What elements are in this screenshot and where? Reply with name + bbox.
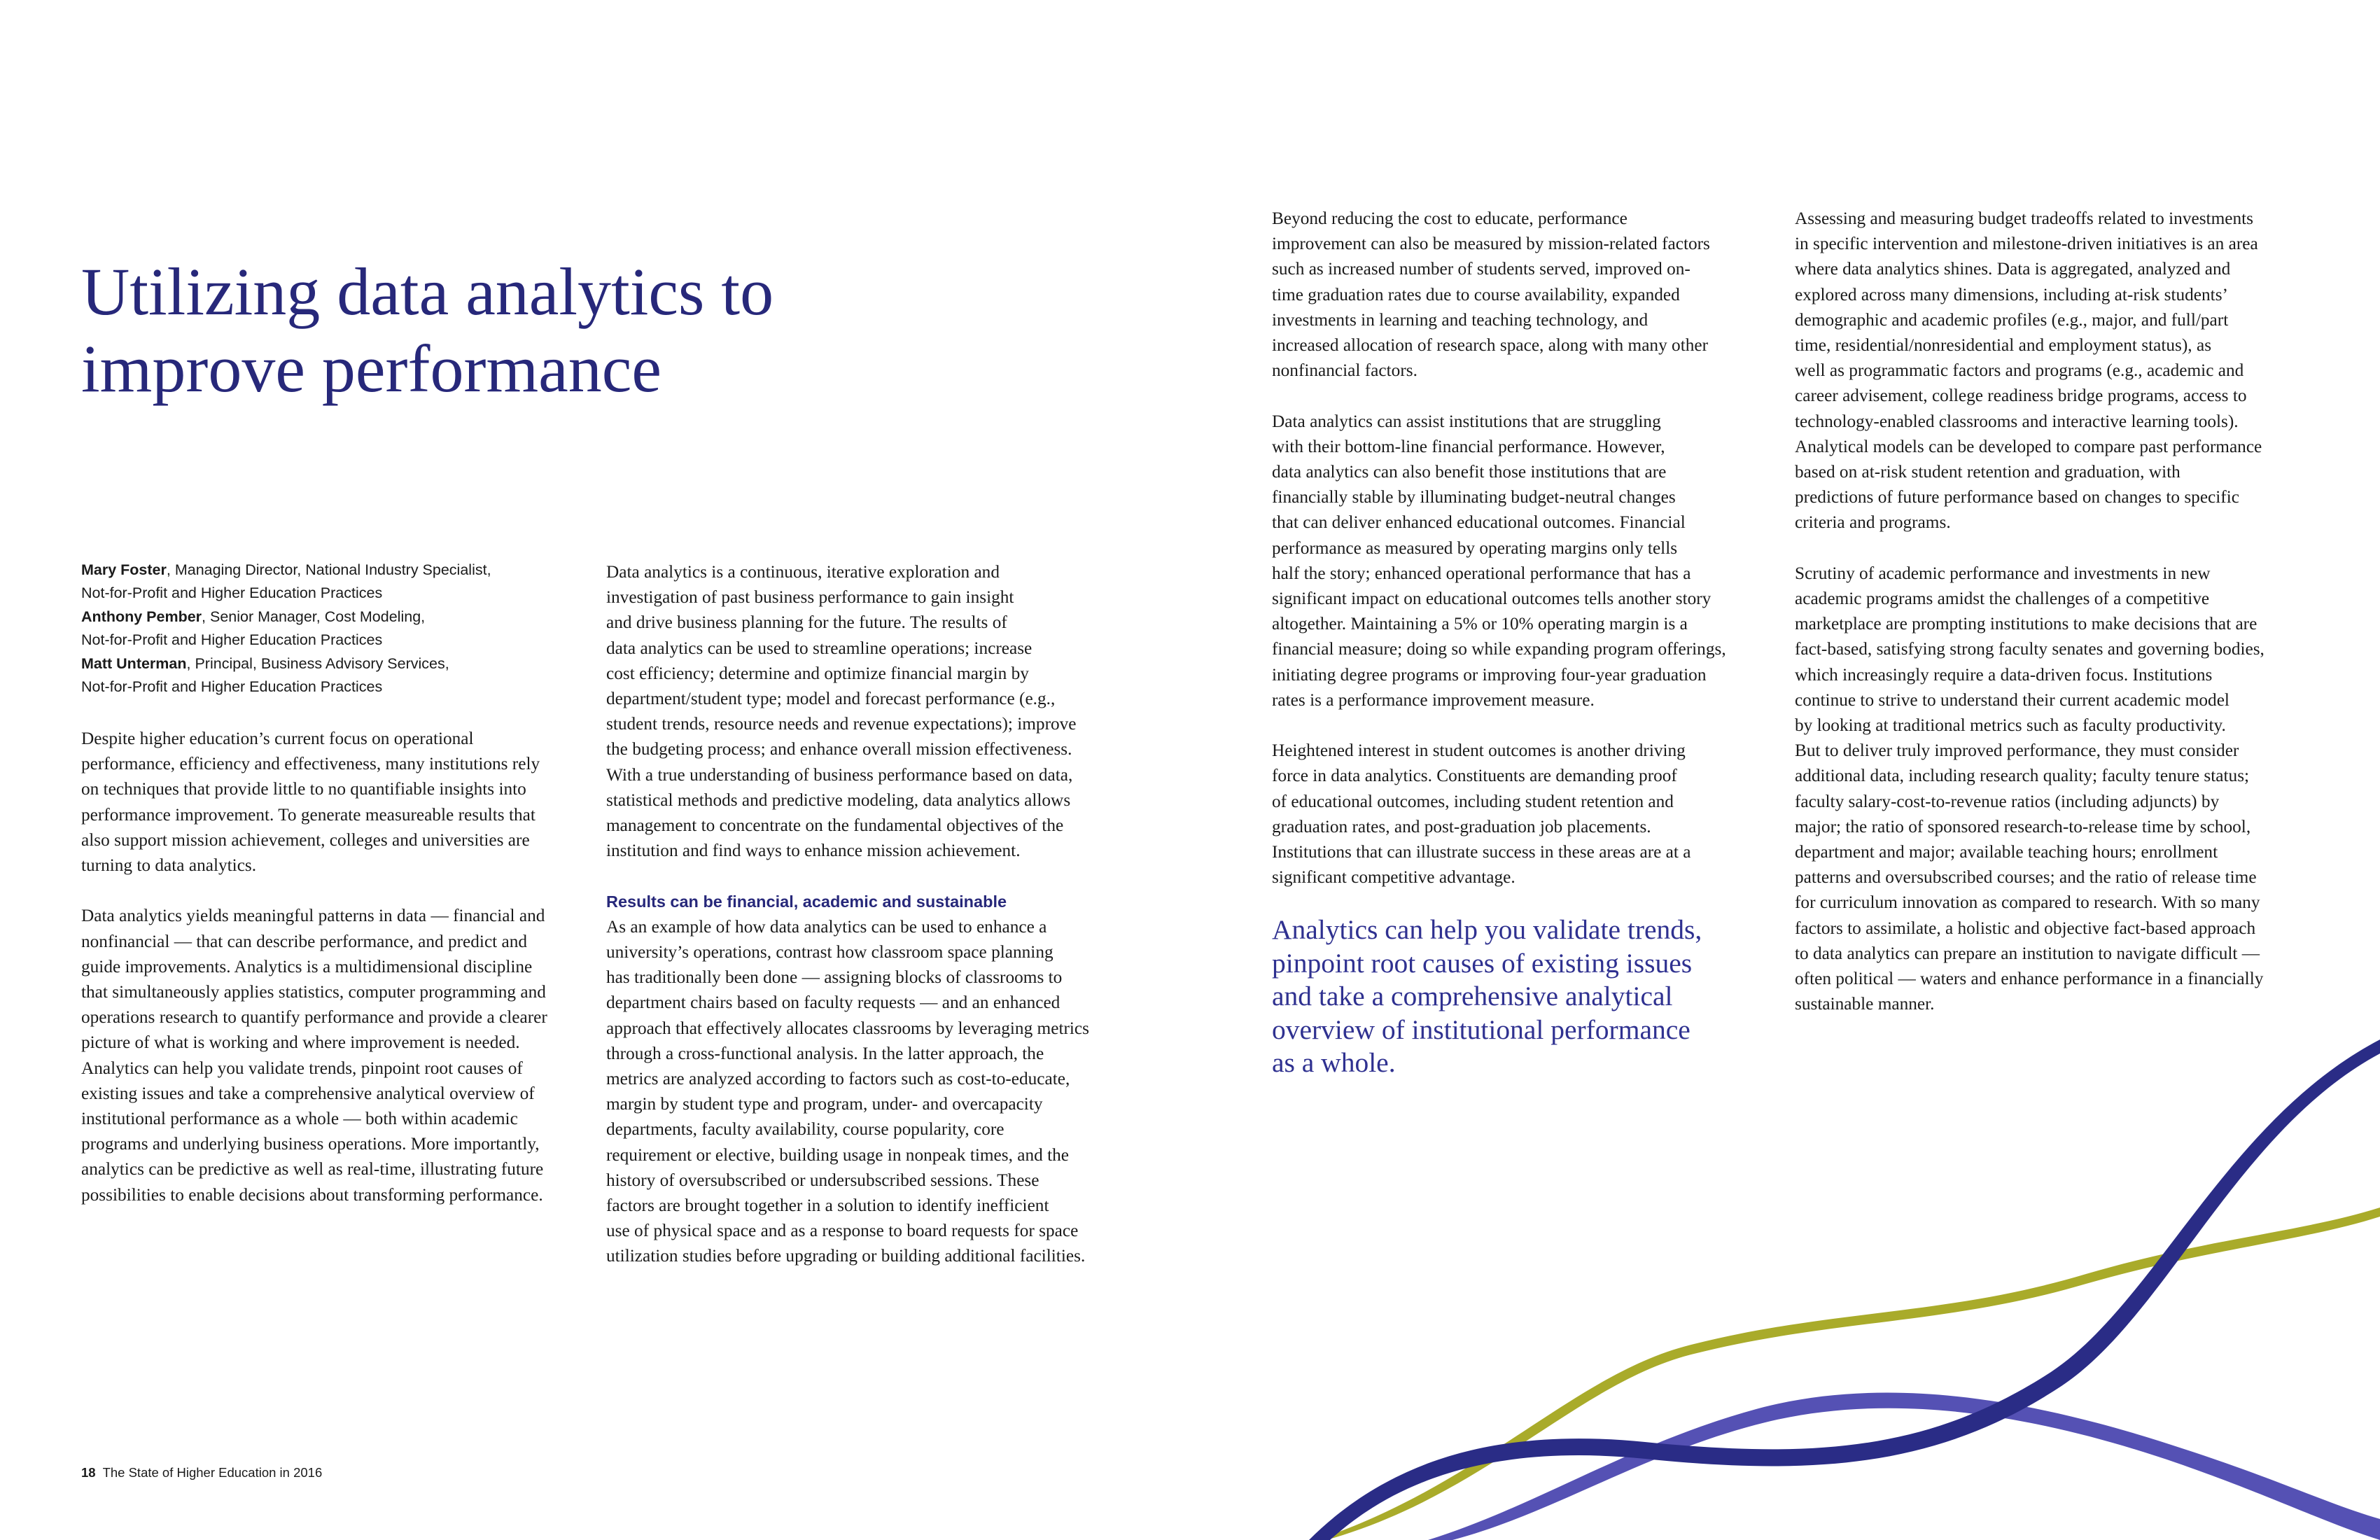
- author-name: Mary Foster: [81, 561, 167, 578]
- text-line: factors to assimilate, a holistic and objective fact-based approach: [1795, 918, 2256, 938]
- text-line: Scrutiny of academic performance and investments in new: [1795, 563, 2211, 583]
- text-line: for curriculum innovation as compared to research. With so many: [1795, 892, 2260, 913]
- paragraph: [606, 559, 1089, 863]
- section-subheading: Results can be financial, academic and sustainable: [606, 892, 1007, 911]
- text-line: Data analytics can assist institutions that are struggling: [1272, 411, 1661, 431]
- quote-line: and take a comprehensive analytical: [1272, 981, 1673, 1011]
- text-line: criteria and programs.: [1795, 512, 1951, 533]
- column-1: [81, 726, 547, 1208]
- author-role: , Senior Manager, Cost Modeling,: [202, 608, 426, 625]
- paragraph: [1272, 738, 1726, 890]
- text-line: department and major; available teaching hours; enrollment: [1795, 842, 2218, 862]
- text-line: fact-based, satisfying strong faculty senates and governing bodies,: [1795, 639, 2264, 659]
- text-line: department chairs based on faculty requests — and an enhanced: [606, 993, 1060, 1013]
- text-line: faculty salary-cost-to-revenue ratios (including adjuncts) by: [1795, 791, 2220, 811]
- text-line: on techniques that provide little to no quantifiable insights into: [81, 779, 526, 799]
- text-line: approach that effectively allocates classrooms by leveraging metrics: [606, 1018, 1090, 1038]
- text-line: significant impact on educational outcomes tells another story: [1272, 589, 1712, 609]
- text-line: time, residential/nonresidential and employment status), as: [1795, 335, 2212, 356]
- text-line: As an example of how data analytics can be used to enhance a: [606, 916, 1047, 937]
- text-line: programs and underlying business operations. More importantly,: [81, 1134, 540, 1154]
- text-line: performance as measured by operating margins only tells: [1272, 538, 1678, 558]
- text-line: history of oversubscribed or undersubscribed sessions. These: [606, 1170, 1040, 1190]
- text-line: rates is a performance improvement measure.: [1272, 690, 1595, 710]
- author-practice: Not-for-Profit and Higher Education Practices: [81, 678, 383, 696]
- text-line: marketplace are prompting institutions to make decisions that are: [1795, 614, 2258, 634]
- text-line: with their bottom-line financial performance. However,: [1272, 436, 1665, 456]
- quote-line: overview of institutional performance: [1272, 1014, 1690, 1045]
- text-line: With a true understanding of business performance based on data,: [606, 764, 1073, 785]
- text-line: Institutions that can illustrate success in these areas are at a: [1272, 842, 1691, 862]
- text-line: guide improvements. Analytics is a multidimensional discipline: [81, 956, 533, 976]
- text-line: Assessing and measuring budget tradeoffs related to investments: [1795, 209, 2254, 228]
- author-line: [81, 606, 571, 629]
- text-line: Despite higher education’s current focus on operational: [81, 729, 474, 748]
- text-line: possibilities to enable decisions about transforming performance.: [81, 1184, 543, 1205]
- text-line: factors are brought together in a solution to identify inefficient: [606, 1196, 1049, 1216]
- text-line: Beyond reducing the cost to educate, performance: [1272, 209, 1628, 228]
- text-line: existing issues and take a comprehensive analytical overview of: [81, 1083, 535, 1103]
- violet-wave: [1428, 1393, 2380, 1540]
- text-line: departments, faculty availability, course popularity, core: [606, 1119, 1004, 1140]
- author-line: [81, 559, 571, 582]
- text-line: where data analytics shines. Data is aggregated, analyzed and: [1795, 259, 2231, 279]
- text-line: based on at-risk student retention and graduation, with: [1795, 462, 2180, 482]
- text-line: Heightened interest in student outcomes is another driving: [1272, 741, 1686, 761]
- text-line: academic programs amidst the challenges of a competitive: [1795, 589, 2210, 609]
- text-line: through a cross-functional analysis. In the latter approach, the: [606, 1043, 1044, 1063]
- paragraph: [606, 914, 1089, 1269]
- text-line: department/student type; model and forecast performance (e.g.,: [606, 689, 1056, 709]
- text-line: significant competitive advantage.: [1272, 867, 1516, 888]
- paragraph: [1795, 561, 2264, 1017]
- page-title: [81, 253, 991, 407]
- text-line: increased allocation of research space, along with many other: [1272, 335, 1709, 356]
- author-name: Matt Unterman: [81, 654, 187, 672]
- paragraph: [81, 726, 547, 878]
- paragraph: [1795, 206, 2264, 536]
- text-line: picture of what is working and where improvement is needed.: [81, 1032, 520, 1053]
- paragraph: [81, 903, 547, 1207]
- text-line: student trends, resource needs and revenue expectations); improve: [606, 714, 1077, 734]
- text-line: data analytics can also benefit those institutions that are: [1272, 462, 1667, 482]
- text-line: use of physical space and as a response to board requests for space: [606, 1221, 1079, 1241]
- quote-line: Analytics can help you validate trends,: [1272, 914, 1702, 945]
- text-line: analytics can be predictive as well as real-time, illustrating future: [81, 1159, 544, 1180]
- text-line: continue to strive to understand their current academic model: [1795, 690, 2230, 710]
- text-line: to data analytics can prepare an institution to navigate difficult —: [1795, 943, 2260, 963]
- paragraph: [1272, 409, 1726, 713]
- text-line: performance, efficiency and effectiveness, many institutions rely: [81, 754, 540, 774]
- column-3: [1272, 206, 1726, 890]
- title-line: Utilizing data analytics to: [81, 254, 774, 329]
- text-line: additional data, including research quality; faculty tenure status;: [1795, 766, 2250, 786]
- text-line: which increasingly require a data-driven focus. Institutions: [1795, 664, 2213, 685]
- quote-line: as a whole.: [1272, 1047, 1396, 1078]
- author-credits: [81, 559, 571, 699]
- text-line: explored across many dimensions, including at-risk students’: [1795, 284, 2228, 304]
- column-4: [1795, 206, 2264, 1016]
- text-line: investigation of past business performance to gain insight: [606, 587, 1014, 608]
- text-line: graduation rates, and post-graduation job placements.: [1272, 816, 1651, 836]
- text-line: that can deliver enhanced educational outcomes. Financial: [1272, 512, 1686, 533]
- text-line: financially stable by illuminating budget-neutral changes: [1272, 487, 1676, 507]
- text-line: financial measure; doing so while expanding program offerings,: [1272, 639, 1726, 659]
- text-line: such as increased number of students served, improved on-: [1272, 259, 1690, 279]
- text-line: well as programmatic factors and programs (e.g., academic and: [1795, 360, 2244, 381]
- text-line: institutional performance as a whole — both within academic: [81, 1109, 518, 1129]
- text-line: margin by student type and program, under- and overcapacity: [606, 1094, 1043, 1114]
- text-line: institution and find ways to enhance mission achievement.: [606, 841, 1021, 861]
- text-line: patterns and oversubscribed courses; and the ratio of release time: [1795, 867, 2257, 888]
- text-line: performance improvement. To generate measureable results that: [81, 804, 536, 825]
- text-line: predictions of future performance based on changes to specific: [1795, 487, 2239, 507]
- author-line: [81, 652, 571, 676]
- author-name: Anthony Pember: [81, 608, 202, 625]
- text-line: and drive business planning for the future. The results of: [606, 612, 1007, 633]
- text-line: requirement or elective, building usage in nonpeak times, and the: [606, 1144, 1070, 1165]
- olive-wave: [1316, 1208, 2380, 1540]
- text-line: metrics are analyzed according to factors such as cost-to-educate,: [606, 1069, 1070, 1089]
- text-line: Data analytics is a continuous, iterative exploration and: [606, 562, 1000, 582]
- text-line: management to concentrate on the fundamental objectives of the: [606, 816, 1064, 836]
- author-role: , Managing Director, National Industry Specialist,: [166, 561, 491, 578]
- text-line: demographic and academic profiles (e.g., major, and full/part: [1795, 309, 2229, 330]
- text-line: technology-enabled classrooms and interactive learning tools).: [1795, 411, 2239, 431]
- pull-quote: [1272, 913, 1762, 1080]
- publication-title: The State of Higher Education in 2016: [102, 1465, 323, 1480]
- text-line: But to deliver truly improved performance, they must consider: [1795, 741, 2239, 761]
- text-line: career advisement, college readiness bridge programs, access to: [1795, 386, 2247, 406]
- text-line: that simultaneously applies statistics, computer programming and: [81, 982, 546, 1002]
- text-line: has traditionally been done — assigning blocks of classrooms to: [606, 967, 1063, 988]
- text-line: initiating degree programs or improving four-year graduation: [1272, 664, 1707, 685]
- text-line: often political — waters and enhance performance in a financially: [1795, 969, 2264, 989]
- page-number: 18: [81, 1465, 96, 1480]
- text-line: major; the ratio of sponsored research-to-release time by school,: [1795, 816, 2251, 836]
- author-practice: Not-for-Profit and Higher Education Practices: [81, 584, 383, 602]
- paragraph: [1272, 206, 1726, 383]
- text-line: utilization studies before upgrading or building additional facilities.: [606, 1246, 1086, 1266]
- text-line: also support mission achievement, colleges and universities are: [81, 830, 530, 850]
- text-line: half the story; enhanced operational performance that has a: [1272, 563, 1691, 583]
- text-line: turning to data analytics.: [81, 855, 257, 876]
- text-line: university’s operations, contrast how classroom space planning: [606, 942, 1054, 962]
- text-line: altogether. Maintaining a 5% or 10% operating margin is a: [1272, 614, 1688, 634]
- text-line: operations research to quantify performance and provide a clearer: [81, 1007, 547, 1028]
- text-line: nonfinancial — that can describe performance, and predict and: [81, 931, 528, 951]
- text-line: force in data analytics. Constituents are demanding proof: [1272, 766, 1677, 786]
- page-footer: [81, 1465, 322, 1480]
- text-line: statistical methods and predictive modeling, data analytics allows: [606, 790, 1071, 810]
- quote-line: pinpoint root causes of existing issues: [1272, 947, 1693, 979]
- column-2: [606, 559, 1089, 1269]
- text-line: Analytical models can be developed to compare past performance: [1795, 436, 2262, 456]
- text-line: of educational outcomes, including student retention and: [1272, 791, 1674, 811]
- text-line: investments in learning and teaching technology, and: [1272, 309, 1648, 330]
- author-role: , Principal, Business Advisory Services,: [186, 654, 449, 672]
- text-line: sustainable manner.: [1795, 994, 1935, 1014]
- text-line: improvement can also be measured by mission-related factors: [1272, 234, 1710, 254]
- text-line: Analytics can help you validate trends, pinpoint root causes of: [81, 1058, 523, 1078]
- text-line: cost efficiency; determine and optimize financial margin by: [606, 663, 1029, 683]
- text-line: time graduation rates due to course availability, expanded: [1272, 284, 1680, 304]
- text-line: by looking at traditional metrics such as faculty productivity.: [1795, 715, 2226, 736]
- text-line: Data analytics yields meaningful patterns in data — financial and: [81, 906, 545, 926]
- text-line: in specific intervention and milestone-driven initiatives is an area: [1795, 234, 2258, 254]
- text-line: the budgeting process; and enhance overall mission effectiveness.: [606, 739, 1072, 760]
- title-line: improve performance: [81, 331, 662, 406]
- text-line: nonfinancial factors.: [1272, 360, 1418, 381]
- text-line: data analytics can be used to streamline operations; increase: [606, 638, 1032, 658]
- author-practice: Not-for-Profit and Higher Education Practices: [81, 631, 383, 649]
